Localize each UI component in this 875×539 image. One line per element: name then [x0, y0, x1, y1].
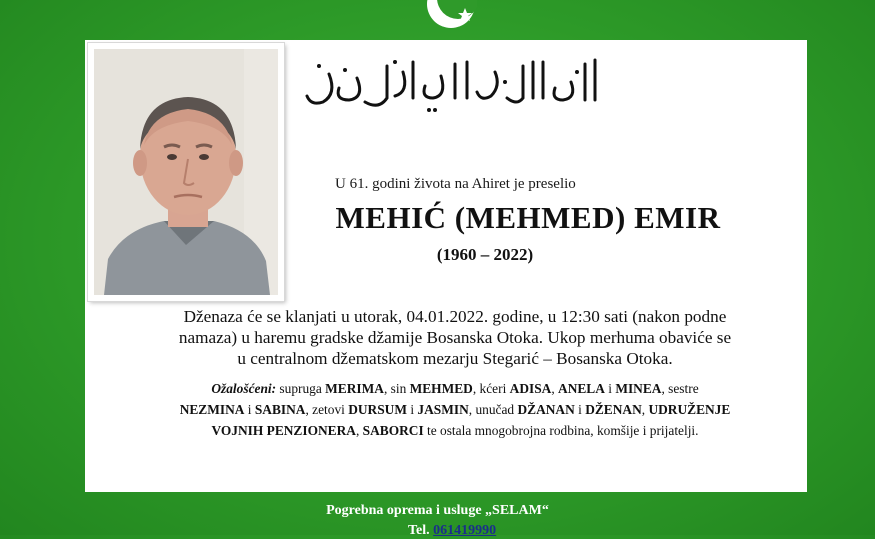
- mourner-name: UDRUŽENJE: [648, 402, 731, 417]
- funeral-details-line: namaza) u haremu gradske džamije Bosanska Otoka. Ukop merhuma obaviće se: [178, 328, 732, 347]
- mourner-name: NEZMINA: [179, 402, 245, 417]
- funeral-details: [125, 306, 785, 369]
- mourners-text: supruga: [276, 381, 326, 396]
- portrait-illustration: [94, 49, 278, 295]
- life-years: (1960 – 2022): [436, 245, 534, 264]
- mourner-name: DURSUM: [348, 402, 407, 417]
- mourners-text: i: [244, 402, 255, 417]
- intro-line: U 61. godini života na Ahiret je preselio: [335, 176, 576, 192]
- deceased-name: MEHIĆ (MEHMED) EMIR: [335, 200, 721, 235]
- mourners-text: , kćeri: [472, 381, 510, 396]
- mourner-name: JASMIN: [417, 402, 469, 417]
- mourner-name: DŽANAN: [517, 402, 575, 417]
- mourners-line: [125, 378, 785, 399]
- mourners-line: [125, 399, 785, 420]
- mourners-text: , zetovi: [305, 402, 349, 417]
- mourners-text: ,: [641, 402, 649, 417]
- mourners-text: i: [407, 402, 418, 417]
- quran-verse-calligraphy: [295, 52, 605, 124]
- mourner-name: MERIMA: [325, 381, 384, 396]
- mourner-name: DŽENAN: [585, 402, 642, 417]
- mourners-text: i: [574, 402, 586, 417]
- funeral-details-line: u centralnom džematskom mezarju Stegarić – Bosanska Otoka.: [237, 349, 673, 368]
- mourner-name: SABINA: [254, 402, 306, 417]
- mourners-text: ,: [355, 423, 363, 438]
- mourner-name: MEHMED: [409, 381, 473, 396]
- phone-label: Tel.: [408, 523, 434, 538]
- funeral-details-line: Dženaza će se klanjati u utorak, 04.01.2022. godine, u 12:30 sati (nakon podne: [183, 307, 727, 326]
- mourners-text: , unučad: [468, 402, 518, 417]
- mourner-name: ANELA: [558, 381, 605, 396]
- mourner-name: VOJNIH PENZIONERA: [211, 423, 356, 438]
- mourners-label: Ožalošćeni:: [211, 381, 277, 396]
- deceased-photo-frame: [88, 43, 284, 301]
- mourners-text: te ostala mnogobrojna rodbina, komšije i prijatelji.: [423, 423, 699, 438]
- mourner-name: MINEA: [615, 381, 662, 396]
- deceased-photo: [94, 49, 278, 295]
- mourners-text: i: [604, 381, 616, 396]
- mourner-name: SABORCI: [362, 423, 424, 438]
- crescent-star-icon: [425, 0, 477, 30]
- mourners-line: [125, 420, 785, 441]
- mourners-text: , sin: [383, 381, 410, 396]
- phone-number-link[interactable]: 061419990: [433, 523, 497, 538]
- mourners-text: ,: [551, 381, 559, 396]
- mourners-list: [125, 378, 785, 441]
- obituary-card: [85, 40, 807, 492]
- funeral-service-phone: [408, 523, 496, 539]
- mourner-name: ADISA: [509, 381, 552, 396]
- mourners-text: , sestre: [661, 381, 699, 396]
- funeral-service-name: Pogrebna oprema i usluge „SELAM“: [326, 503, 549, 518]
